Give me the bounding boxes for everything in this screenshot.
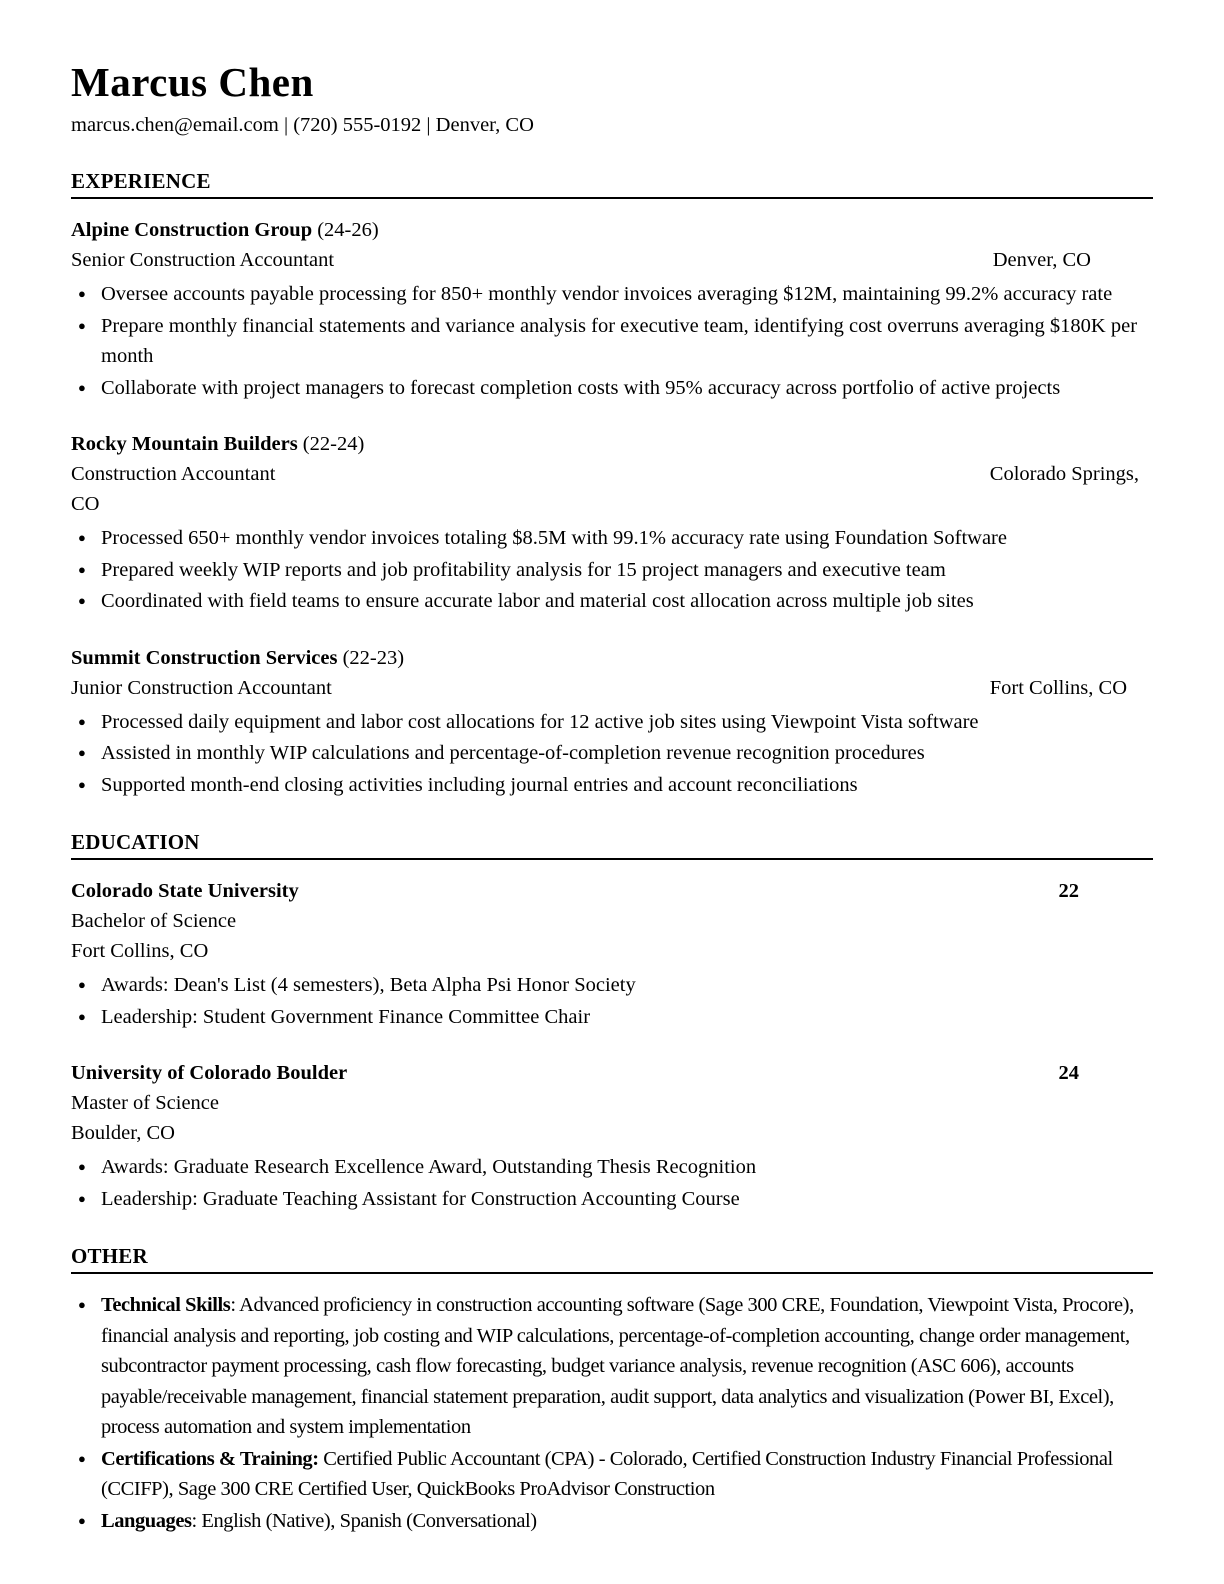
school-name: University of Colorado Boulder xyxy=(71,1062,348,1085)
degree: Bachelor of Science xyxy=(71,910,237,933)
company-name: Summit Construction Services xyxy=(71,646,338,669)
other-bullet-technical-skills xyxy=(71,1290,1153,1443)
section-divider xyxy=(71,1272,1153,1274)
other-bullet-languages xyxy=(71,1506,1153,1537)
job-bullet-list xyxy=(71,279,1153,403)
graduation-year: 22 xyxy=(1058,880,1079,903)
bullet-label: Certifications & Training: xyxy=(101,1447,319,1470)
job-bullet: ● Prepare monthly financial statements and variance analysis for executive team, identifying cost overruns averaging $180K per month xyxy=(71,311,1153,372)
contact-line: marcus.chen@email.com | (720) 555-0192 | Denver, CO xyxy=(71,114,534,137)
education-bullet-list xyxy=(71,1152,1153,1214)
school-name-line xyxy=(71,1058,1153,1088)
job-bullet: ● Supported month-end closing activities including journal entries and account reconciliations xyxy=(71,770,1153,801)
education-bullet: ● Leadership: Graduate Teaching Assistant for Construction Accounting Course xyxy=(71,1184,1153,1215)
job-bullet: ● Processed 650+ monthly vendor invoices totaling $8.5M with 99.1% accuracy rate using Foundation Software xyxy=(71,523,1153,554)
person-name: Marcus Chen xyxy=(71,59,314,105)
graduation-year: 24 xyxy=(1058,1062,1079,1085)
job-location-overflow: CO xyxy=(71,493,100,516)
job-location: Denver, CO xyxy=(992,249,1091,272)
job-company-line xyxy=(71,215,1153,245)
job-bullet: ● Collaborate with project managers to forecast completion costs with 95% accuracy across portfolio of active projects xyxy=(71,373,1153,404)
other-bullet-list xyxy=(71,1290,1153,1536)
job-bullet: ● Oversee accounts payable processing for 850+ monthly vendor invoices averaging $12M, maintaining 99.2% accuracy rate xyxy=(71,279,1153,310)
degree: Master of Science xyxy=(71,1092,219,1115)
job-title-line xyxy=(71,673,1153,703)
bullet-text: : Advanced proficiency in construction accounting software (Sage 300 CRE, Foundation, Viewpoint Vista, Procore), financial analysis and reporting, job costing and WIP calculations, percentage-of-completion accounting, change order management, subcontractor payment processing, cash flow forecasting, budget variance analysis, revenue recognition (ASC 606), accounts payable/receivable management, financial statement preparation, audit support, data analytics and visualization (Power BI, Excel), process automation and system implementation xyxy=(101,1294,1134,1439)
job-entry xyxy=(71,429,1153,617)
bullet-label: Languages xyxy=(101,1509,192,1532)
other-bullet-certifications xyxy=(71,1444,1153,1505)
education-bullet: ● Leadership: Student Government Finance Committee Chair xyxy=(71,1002,1153,1033)
job-dates: (22-23) xyxy=(342,646,405,669)
job-bullet: ● Processed daily equipment and labor cost allocations for 12 active job sites using Viewpoint Vista software xyxy=(71,707,1153,738)
job-position: Construction Accountant xyxy=(71,463,276,486)
job-bullet: ● Assisted in monthly WIP calculations and percentage-of-completion revenue recognition procedures xyxy=(71,738,1153,769)
school-location: Boulder, CO xyxy=(71,1122,175,1145)
company-name: Rocky Mountain Builders xyxy=(71,433,298,456)
section-other xyxy=(71,1243,1153,1536)
section-divider xyxy=(71,197,1153,199)
company-name: Alpine Construction Group xyxy=(71,219,313,242)
job-entry xyxy=(71,643,1153,801)
education-heading: EDUCATION xyxy=(71,830,200,855)
other-heading: OTHER xyxy=(71,1244,148,1269)
job-title-line xyxy=(71,245,1153,275)
job-location: Fort Collins, CO xyxy=(989,676,1127,699)
bullet-text: Certified Public Accountant (CPA) - Colorado, Certified Construction Industry Financial Professional (CCIFP), Sage 300 CRE Certified User, QuickBooks ProAdvisor Construction xyxy=(101,1447,1113,1501)
education-entry xyxy=(71,876,1153,1032)
bullet-label: Technical Skills xyxy=(101,1294,231,1317)
resume-header xyxy=(71,60,1153,139)
school-location: Fort Collins, CO xyxy=(71,940,209,963)
section-experience xyxy=(71,168,1153,800)
school-name: Colorado State University xyxy=(71,880,299,903)
education-bullet: ● Awards: Dean's List (4 semesters), Beta Alpha Psi Honor Society xyxy=(71,970,1153,1001)
education-bullet: ● Awards: Graduate Research Excellence Award, Outstanding Thesis Recognition xyxy=(71,1152,1153,1183)
job-dates: (24-26) xyxy=(317,219,379,242)
section-education xyxy=(71,829,1153,1214)
job-bullet-list xyxy=(71,523,1153,617)
education-bullet-list xyxy=(71,970,1153,1032)
job-position: Senior Construction Accountant xyxy=(71,249,335,272)
education-entry xyxy=(71,1058,1153,1214)
job-location: Colorado Springs, xyxy=(989,463,1139,486)
job-company-line xyxy=(71,429,1153,459)
job-position: Junior Construction Accountant xyxy=(71,676,332,699)
school-name-line xyxy=(71,876,1153,906)
job-company-line xyxy=(71,643,1153,673)
job-bullet-list xyxy=(71,707,1153,801)
experience-heading: EXPERIENCE xyxy=(71,169,211,194)
bullet-text: : English (Native), Spanish (Conversational) xyxy=(191,1509,537,1532)
section-divider xyxy=(71,858,1153,860)
job-bullet: ● Prepared weekly WIP reports and job profitability analysis for 15 project managers and executive team xyxy=(71,555,1153,586)
job-bullet: ● Coordinated with field teams to ensure accurate labor and material cost allocation across multiple job sites xyxy=(71,586,1153,617)
job-title-line xyxy=(71,459,1153,489)
job-entry xyxy=(71,215,1153,403)
job-dates: (22-24) xyxy=(302,433,365,456)
